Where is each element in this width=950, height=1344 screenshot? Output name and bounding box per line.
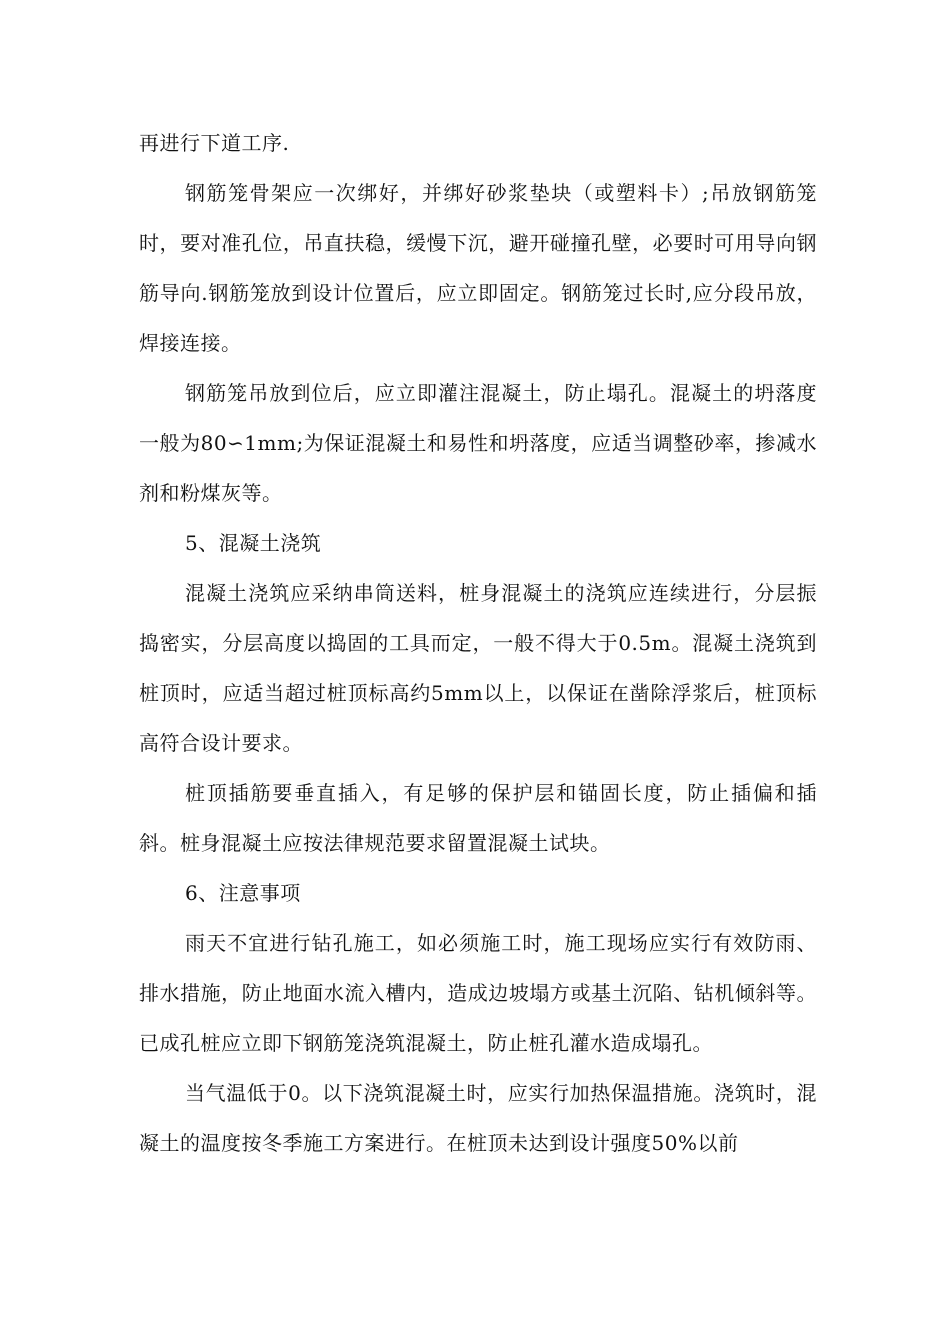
paragraph-rainy-day: 雨天不宜进行钻孔施工，如必须施工时，施工现场应实行有效防雨、排水措施，防止地面水流入槽内，造成边坡塌方或基土沉陷、钻机倾斜等。已成孔桩应立即下钢筋笼浇筑混凝土，防止桩孔灌水造成塌孔。 <box>139 931 817 1055</box>
section-heading-concrete-pouring: 5、混凝土浇筑 <box>185 531 322 555</box>
paragraph-continuation: 再进行下道工序. <box>139 131 290 155</box>
paragraph-rebar-insertion: 桩顶插筋要垂直插入，有足够的保护层和锚固长度，防止插偏和插斜。桩身混凝土应按法律规范要求留置混凝土试块。 <box>139 781 817 855</box>
document-body <box>139 118 817 1168</box>
paragraph-cage-skeleton: 钢筋笼骨架应一次绑好，并绑好砂浆垫块（或塑料卡）;吊放钢筋笼时，要对准孔位，吊直扶稳，缓慢下沉，避开碰撞孔壁，必要时可用导向钢筋导向.钢筋笼放到设计位置后，应立即固定。钢筋笼过长时,应分段吊放，焊接连接。 <box>139 181 817 355</box>
paragraph-low-temperature: 当气温低于0。以下浇筑混凝土时，应实行加热保温措施。浇筑时，混凝土的温度按冬季施工方案进行。在桩顶未达到设计强度50%以前 <box>139 1081 817 1155</box>
paragraph-concrete-pouring: 混凝土浇筑应采纳串筒送料，桩身混凝土的浇筑应连续进行，分层振捣密实，分层高度以捣固的工具而定，一般不得大于0.5m。混凝土浇筑到桩顶时，应适当超过桩顶标高约5mm以上，以保证在凿除浮浆后，桩顶标高符合设计要求。 <box>139 581 817 755</box>
section-heading-precautions: 6、注意事项 <box>185 881 301 905</box>
paragraph-cage-placement: 钢筋笼吊放到位后，应立即灌注混凝土，防止塌孔。混凝土的坍落度一般为80∽1mm;为保证混凝土和易性和坍落度，应适当调整砂率，掺减水剂和粉煤灰等。 <box>139 381 817 505</box>
